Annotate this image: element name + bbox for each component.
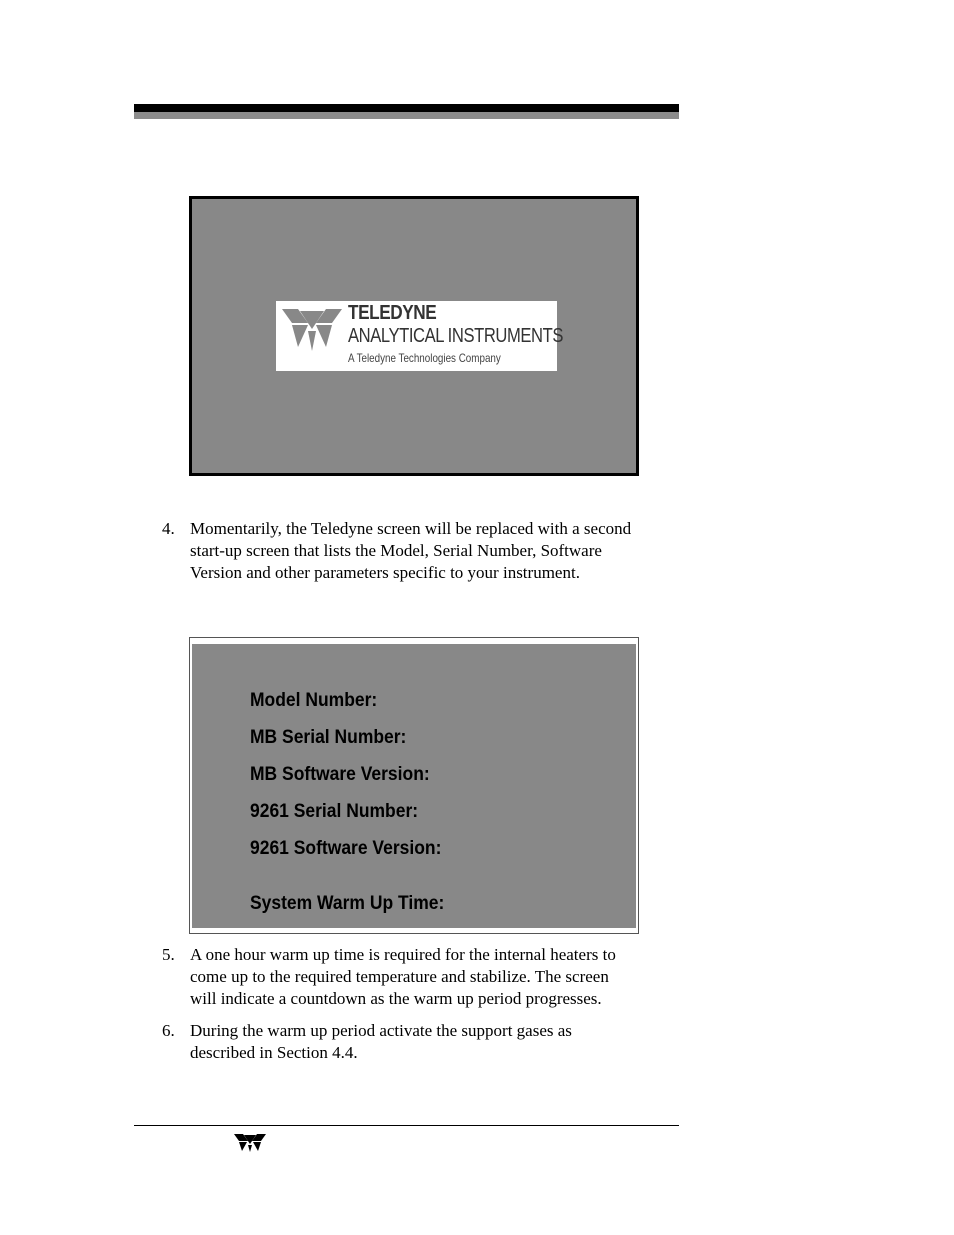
step-number: 4.	[162, 519, 175, 538]
mb-software-version-label: MB Software Version:	[250, 764, 430, 785]
info-screen-image	[189, 637, 639, 934]
system-warm-up-time-label: System Warm Up Time:	[250, 893, 445, 914]
step-number: 6.	[162, 1021, 175, 1040]
model-number-label: Model Number:	[250, 690, 378, 711]
startup-screen-image	[189, 196, 639, 476]
step-line: start-up screen that lists the Model, Serial Number, Software	[190, 541, 602, 560]
logo-company-name: TELEDYNE	[348, 302, 437, 324]
9261-software-version-label: 9261 Software Version:	[250, 838, 442, 859]
9261-serial-number-label: 9261 Serial Number:	[250, 801, 419, 822]
step-text	[190, 518, 682, 584]
logo-tagline: A Teledyne Technologies Company	[348, 351, 501, 365]
step-line: come up to the required temperature and stabilize. The screen	[190, 967, 609, 986]
step-line: described in Section 4.4.	[190, 1043, 358, 1062]
step-line: During the warm up period activate the support gases as	[190, 1021, 572, 1040]
step-line: A one hour warm up time is required for the internal heaters to	[190, 945, 616, 964]
step-text	[190, 944, 682, 1010]
logo-division-name: ANALYTICAL INSTRUMENTS	[348, 325, 564, 347]
step-line: Momentarily, the Teledyne screen will be replaced with a second	[190, 519, 632, 538]
teledyne-footer-icon	[232, 1132, 268, 1152]
step-line: will indicate a countdown as the warm up period progresses.	[190, 989, 602, 1008]
footer-rule	[134, 1125, 679, 1126]
info-screen	[192, 644, 636, 928]
step-text	[190, 1020, 682, 1064]
header-rule-gray	[134, 112, 679, 119]
step-line: Version and other parameters specific to your instrument.	[190, 563, 580, 582]
step-number: 5.	[162, 945, 175, 964]
mb-serial-number-label: MB Serial Number:	[250, 727, 407, 748]
teledyne-logo-icon	[278, 305, 346, 353]
header-rule-thick	[134, 104, 679, 112]
teledyne-logo	[276, 301, 564, 371]
